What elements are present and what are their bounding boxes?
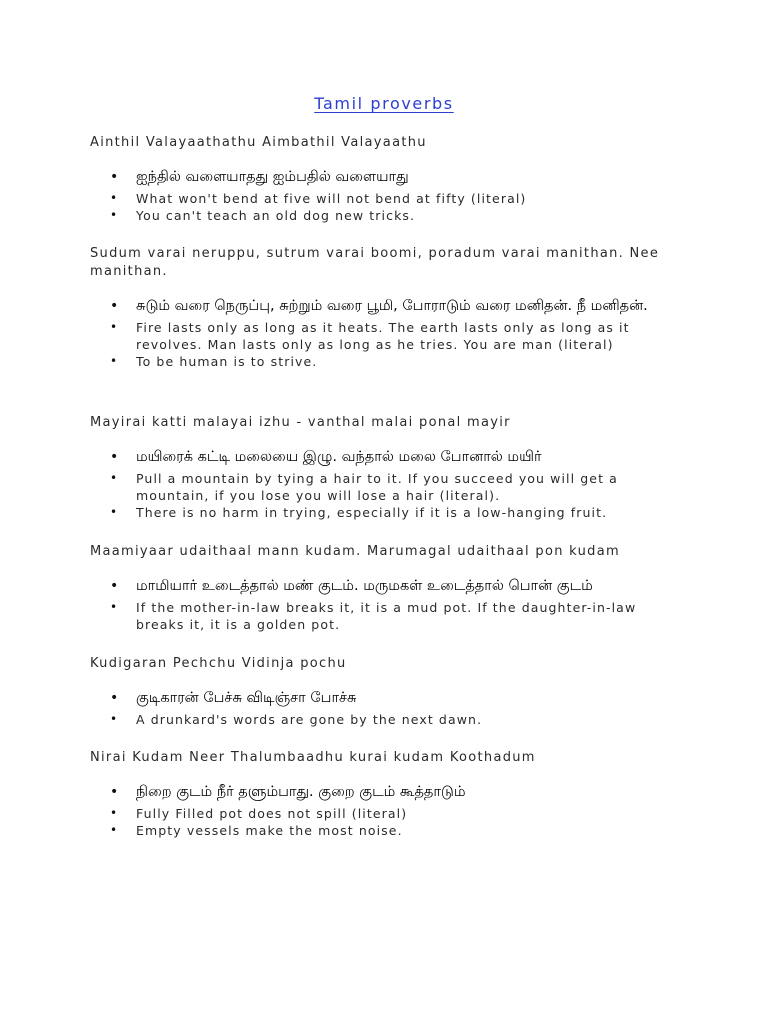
proverb-meaning: • Pull a mountain by tying a hair to it. If you succeed you will get a mountain, if you lose you will lose a hair (literal). [90,470,675,504]
proverb-meaning: • A drunkard's words are gone by the next dawn. [90,711,675,728]
proverb-section [90,245,675,370]
proverb-list [90,687,675,728]
proverb-heading: Mayirai katti malayai izhu - vanthal malai ponal mayir [90,415,511,430]
proverb-tamil: • ஐந்தில் வளையாதது ஐம்பதில் வளையாது [90,166,675,188]
proverb-section [90,134,675,224]
proverb-section [90,543,675,633]
proverb-meaning: • You can't teach an old dog new tricks. [90,207,675,224]
proverb-meaning: • What won't bend at five will not bend at fifty (literal) [90,190,675,207]
proverb-tamil: • சுடும் வரை நெருப்பு, சுற்றும் வரை பூமி, போராடும் வரை மனிதன். நீ மனிதன். [90,295,675,317]
proverb-list [90,166,675,224]
proverb-list [90,446,675,521]
proverb-tamil: • குடிகாரன் பேச்சு விடிஞ்சா போச்சு [90,687,675,709]
proverb-tamil: • மாமியார் உடைத்தால் மண் குடம். மருமகள் உடைத்தால் பொன் குடம் [90,575,675,597]
proverb-meaning: • There is no harm in trying, especially if it is a low-hanging fruit. [90,504,675,521]
proverb-meaning: • To be human is to strive. [90,353,675,370]
proverb-meaning: • Fully Filled pot does not spill (literal) [90,805,675,822]
proverb-tamil: • மயிரைக் கட்டி மலையை இழு. வந்தால் மலை போனால் மயிர் [90,446,675,468]
proverb-heading: Sudum varai neruppu, sutrum varai boomi, poradum varai manithan. Nee manithan. [90,246,660,279]
document-title: Tamil proverbs [314,94,454,113]
proverb-section [90,749,675,839]
proverb-list [90,295,675,370]
proverb-heading: Nirai Kudam Neer Thalumbaadhu kurai kudam Koothadum [90,750,536,765]
proverb-section [90,655,675,728]
proverb-meaning: • Empty vessels make the most noise. [90,822,675,839]
proverb-tamil: • நிறை குடம் நீர் தளும்பாது. குறை குடம் கூத்தாடும் [90,781,675,803]
proverb-meaning: • Fire lasts only as long as it heats. The earth lasts only as long as it revolves. Man lasts only as long as he tries. You are man (literal) [90,319,675,353]
proverb-list [90,575,675,633]
proverb-heading: Kudigaran Pechchu Vidinja pochu [90,656,347,671]
proverb-heading: Ainthil Valayaathathu Aimbathil Valayaathu [90,135,427,150]
proverb-heading: Maamiyaar udaithaal mann kudam. Marumagal udaithaal pon kudam [90,544,620,559]
proverb-list [90,781,675,839]
proverb-section [90,414,675,521]
proverb-meaning: • If the mother-in-law breaks it, it is a mud pot. If the daughter-in-law breaks it, it is a golden pot. [90,599,675,633]
